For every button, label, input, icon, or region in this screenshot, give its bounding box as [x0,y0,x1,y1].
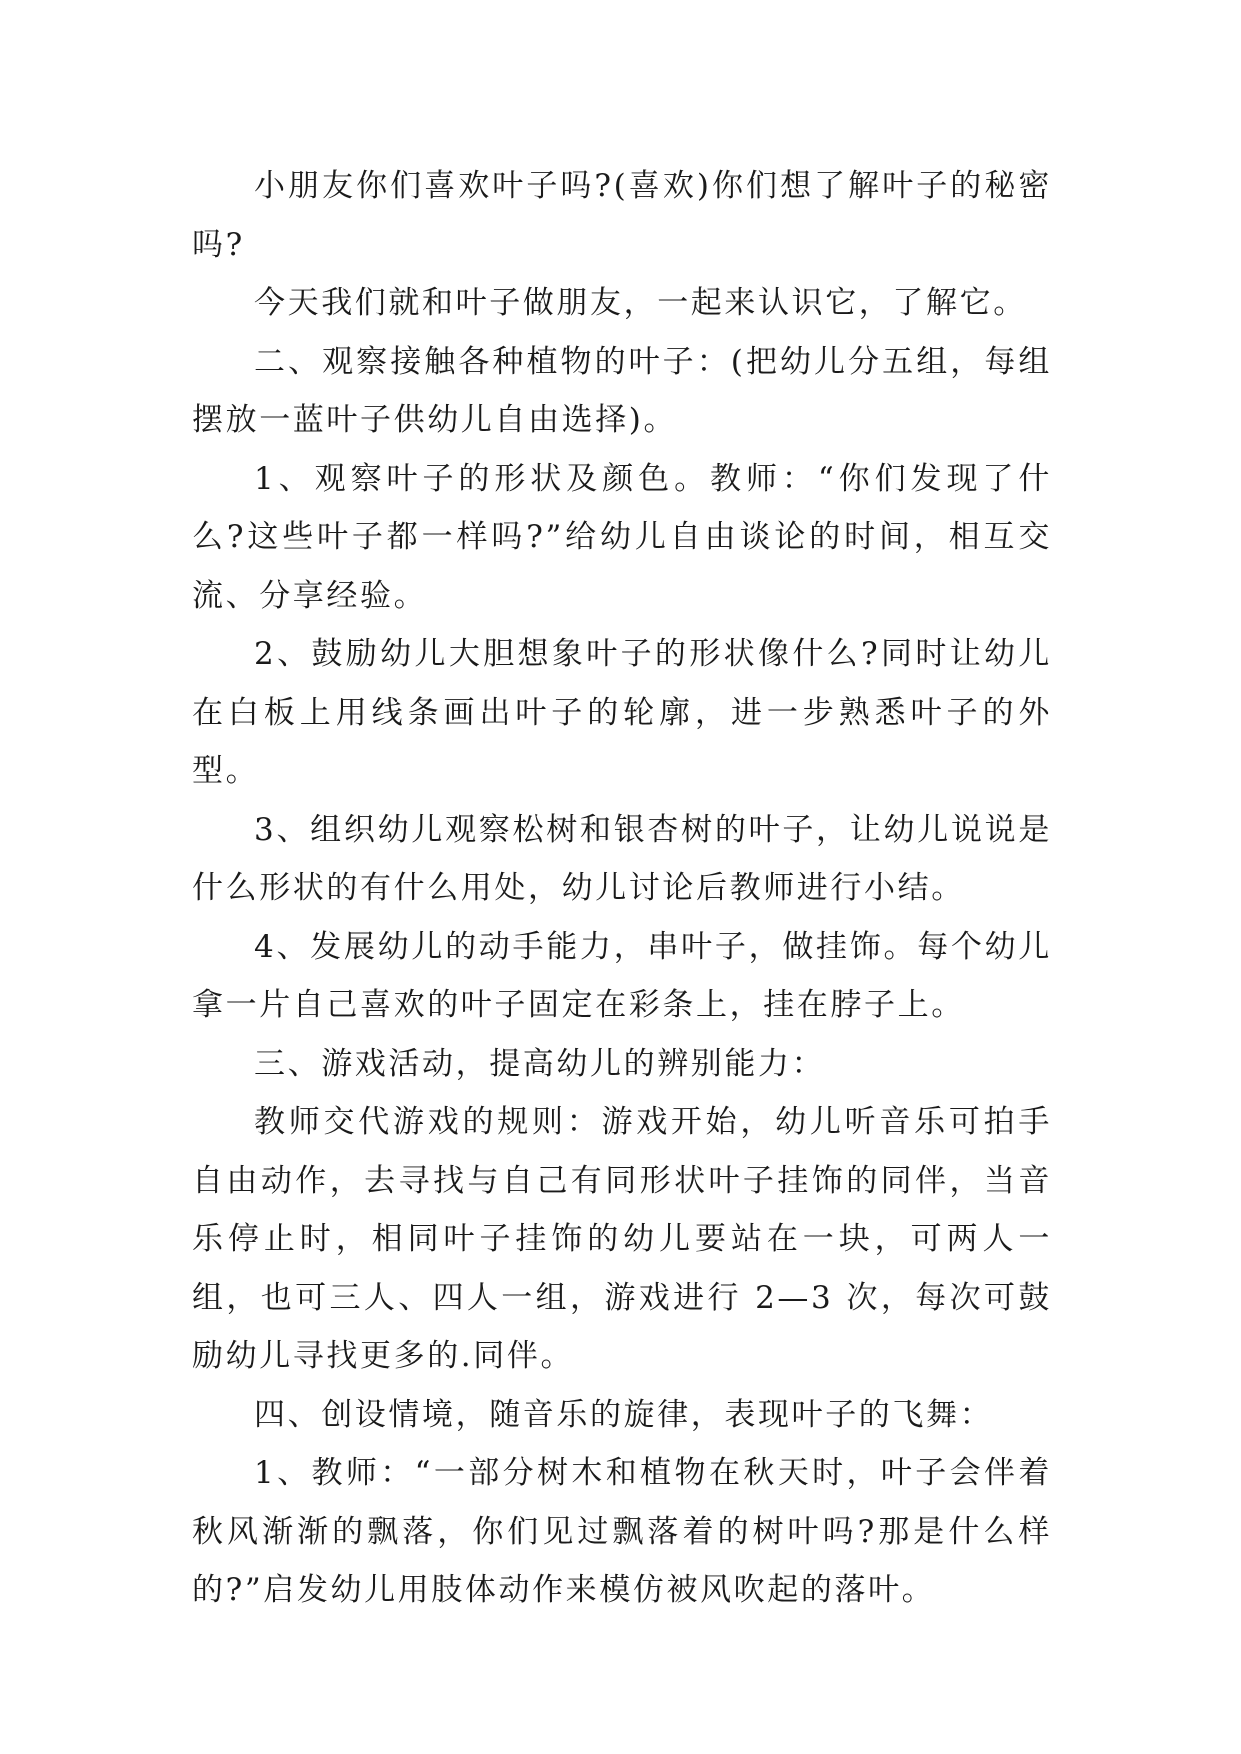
paragraph-step-1-falling-leaves: 1、教师：“一部分树木和植物在秋天时，叶子会伴着秋风渐渐的飘落，你们见过飘落着的树叶吗?那是什么样的?”启发幼儿用肢体动作来模仿被风吹起的落叶。 [192,1455,1052,1608]
paragraph-step-1-observe: 1、观察叶子的形状及颜色。教师：“你们发现了什么?这些叶子都一样吗?”给幼儿自由谈论的时间，相互交流、分享经验。 [192,460,1052,614]
paragraph-game-rules: 教师交代游戏的规则：游戏开始，幼儿听音乐可拍手自由动作，去寻找与自己有同形状叶子挂饰的同伴，当音乐停止时，相同叶子挂饰的幼儿要站在一块，可两人一组，也可三人、四人一组，游戏进行 2—3 次，每次可鼓励幼儿寻找更多的.同伴。 [192,1104,1052,1374]
paragraph-intro-today: 今天我们就和叶子做朋友，一起来认识它，了解它。 [254,285,1027,321]
document-body [192,157,1052,1620]
paragraph-step-2-imagine: 2、鼓励幼儿大胆想象叶子的形状像什么?同时让幼儿在白板上用线条画出叶子的轮廓，进一步熟悉叶子的外型。 [192,636,1052,789]
paragraph-section-four-heading: 四、创设情境，随音乐的旋律，表现叶子的飞舞： [254,1396,994,1433]
paragraph-step-3-pine-ginkgo: 3、组织幼儿观察松树和银杏树的叶子，让幼儿说说是什么形状的有什么用处，幼儿讨论后教师进行小结。 [192,811,1052,906]
paragraph-intro-question: 小朋友你们喜欢叶子吗?(喜欢)你们想了解叶子的秘密吗? [192,168,1052,263]
paragraph-section-three-heading: 三、游戏活动，提高幼儿的辨别能力： [254,1045,826,1082]
paragraph-step-4-craft: 4、发展幼儿的动手能力，串叶子，做挂饰。每个幼儿拿一片自己喜欢的叶子固定在彩条上，挂在脖子上。 [192,928,1052,1023]
paragraph-section-two-heading: 二、观察接触各种植物的叶子：(把幼儿分五组，每组摆放一蓝叶子供幼儿自由选择)。 [192,343,1052,438]
